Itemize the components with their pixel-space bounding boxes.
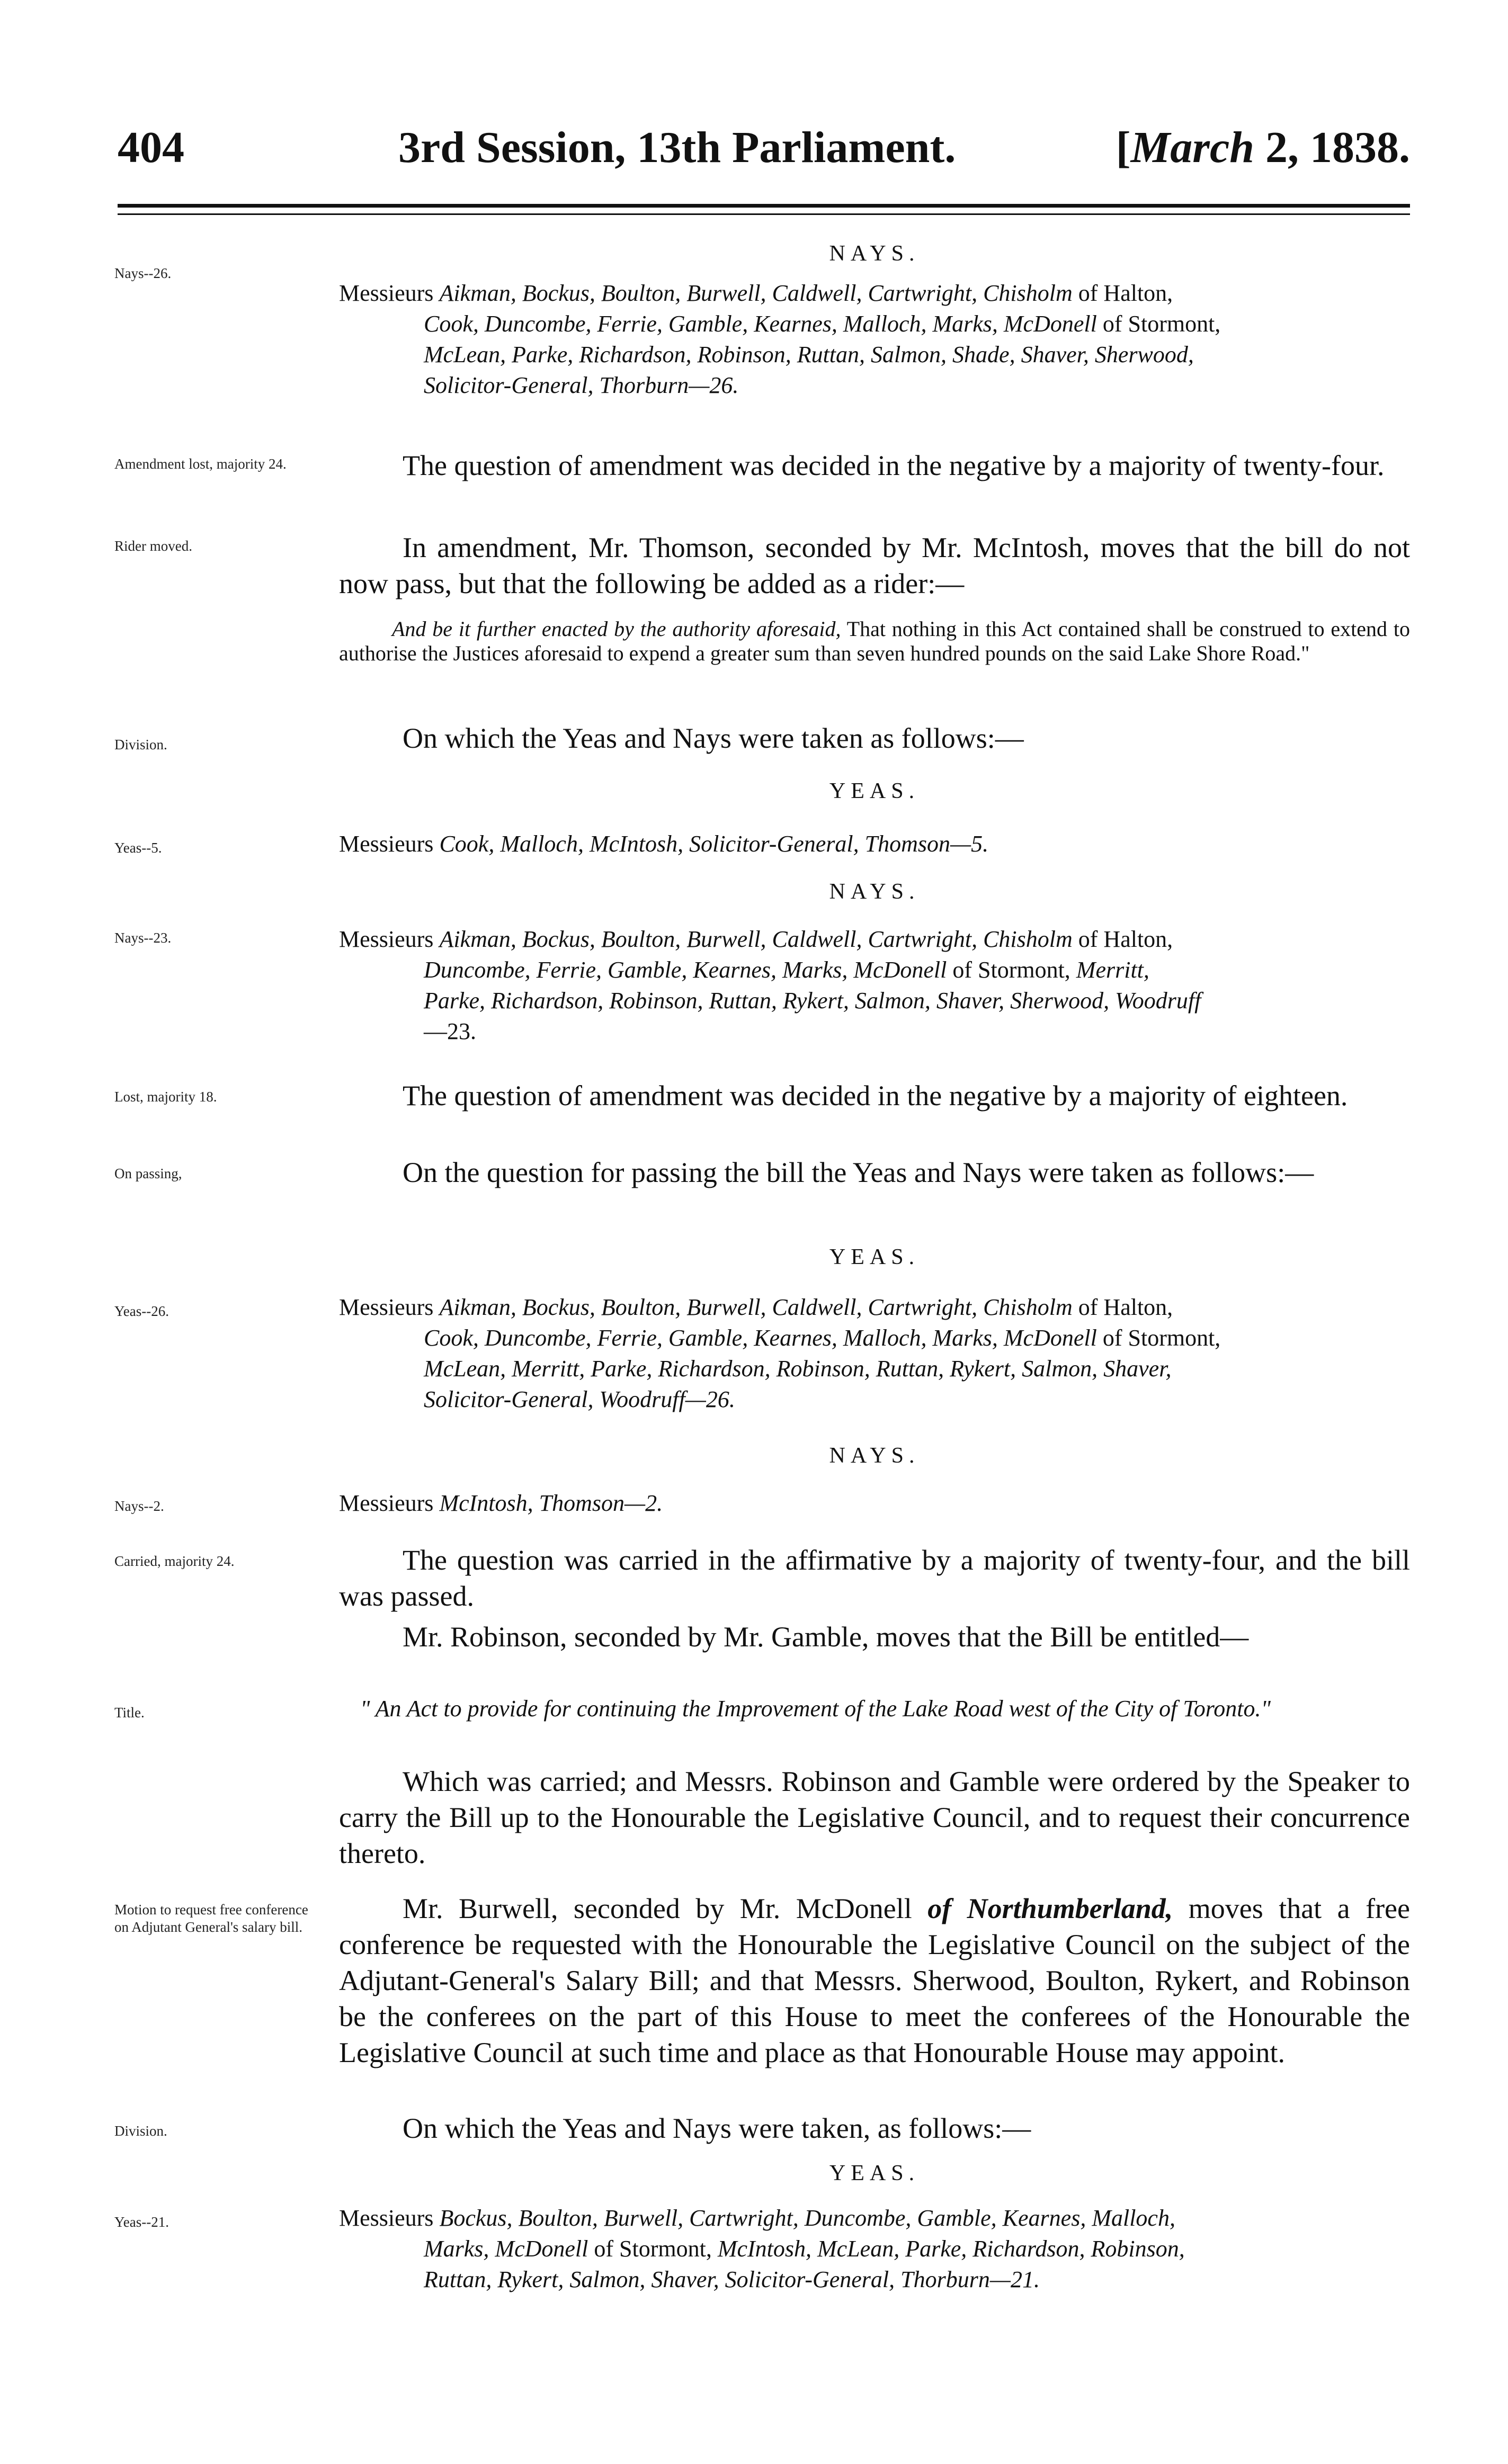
page-header	[118, 122, 1410, 185]
nays-list	[339, 924, 1410, 1047]
paragraph: On the question for passing the bill the Yeas and Nays were taken as follows:—	[403, 1157, 1314, 1188]
member-names: Solicitor-General, Woodruff—26.	[424, 1386, 735, 1412]
rider-text	[339, 617, 1410, 666]
member-names: Aikman, Bockus, Boulton, Burwell, Caldwell, Cartwright, Chisholm	[439, 280, 1073, 306]
messieurs: Messieurs	[339, 926, 440, 952]
margin-note: Motion to request free conference on Adjutant General's salary bill.	[114, 1902, 308, 1935]
paragraph: Mr. Robinson, seconded by Mr. Gamble, moves that the Bill be entitled—	[403, 1621, 1249, 1653]
margin-note: Division.	[114, 2123, 167, 2139]
messieurs: Messieurs	[339, 1294, 440, 1320]
paragraph: On which the Yeas and Nays were taken as follows:—	[403, 722, 1024, 754]
yeas-heading: YEAS.	[829, 1245, 920, 1269]
member-names: Cook, Malloch, McIntosh, Solicitor-General, Thomson—5.	[439, 831, 989, 857]
yeas-list	[339, 829, 1410, 859]
constituency: of Stormont,	[947, 957, 1076, 983]
member-names: McLean, Parke, Richardson, Robinson, Ruttan, Salmon, Shade, Shaver, Sherwood,	[424, 342, 1194, 368]
margin-note: Nays--2.	[114, 1498, 164, 1514]
paragraph	[339, 1890, 1410, 2071]
page-number: 404	[118, 123, 184, 172]
member-names: Cook, Duncombe, Ferrie, Gamble, Kearnes, Malloch, Marks, McDonell	[424, 311, 1097, 337]
member-names: Aikman, Bockus, Boulton, Burwell, Caldwell, Cartwright, Chisholm	[439, 926, 1073, 952]
margin-note: Nays--26.	[114, 265, 172, 281]
nays-heading: NAYS.	[829, 880, 920, 904]
conference-text: moves that a free conference be requested with the Honourable the Legislative Council on the subject of the Adjutant-General's Salary Bill; and that Messrs. Sherwood, Boulton, Rykert, and Robinson be the conferees on the part of this House to meet the conferees of the Honourable the Legislative Council at such time and place as that Honourable House may appoint.	[339, 1893, 1410, 2068]
margin-note: Nays--23.	[114, 930, 172, 946]
nays-list	[339, 1488, 1410, 1519]
margin-note: Yeas--5.	[114, 840, 162, 856]
date-day-year: 2, 1838.	[1254, 123, 1410, 172]
member-names: Solicitor-General, Thorburn—26.	[424, 372, 739, 398]
margin-note: Amendment lost, majority 24.	[114, 456, 287, 472]
constituency: of Stormont,	[1096, 1325, 1221, 1351]
running-date	[1116, 122, 1410, 173]
paragraph: In amendment, Mr. Thomson, seconded by Mr. McIntosh, moves that the bill do not now pass, but that the following be added as a rider:—	[339, 532, 1410, 599]
constituency: of Halton,	[1072, 1294, 1173, 1320]
rider-enacting-clause: And be it further enacted by the authority aforesaid,	[392, 617, 841, 641]
margin-note: Lost, majority 18.	[114, 1089, 217, 1105]
header-rule-thin	[118, 213, 1410, 215]
vote-total: —23.	[424, 1018, 476, 1044]
constituency: of Halton,	[1072, 280, 1173, 306]
margin-note: Carried, majority 24.	[114, 1553, 235, 1569]
member-names: McIntosh, McLean, Parke, Richardson, Robinson,	[717, 2236, 1185, 2262]
running-title: 3rd Session, 13th Parliament.	[398, 123, 956, 172]
paragraph: On which the Yeas and Nays were taken, as follows:—	[403, 2112, 1031, 2144]
margin-note: On passing,	[114, 1166, 182, 1181]
paragraph: The question of amendment was decided in the negative by a majority of twenty-four.	[403, 450, 1385, 481]
paragraph: The question was carried in the affirmative by a majority of twenty-four, and the bill was passed.	[339, 1544, 1410, 1612]
member-names: Duncombe, Ferrie, Gamble, Kearnes, Marks, McDonell	[424, 957, 947, 983]
member-names: Cook, Duncombe, Ferrie, Gamble, Kearnes, Malloch, Marks, McDonell	[424, 1325, 1097, 1351]
header-rule-thick	[118, 204, 1410, 208]
margin-note: Rider moved.	[114, 538, 192, 554]
constituency: of Stormont,	[1096, 311, 1221, 337]
messieurs: Messieurs	[339, 1490, 440, 1516]
date-bracket: [	[1116, 123, 1131, 172]
margin-note: Division.	[114, 737, 167, 752]
margin-note: Yeas--21.	[114, 2214, 169, 2230]
yeas-heading: YEAS.	[829, 779, 920, 803]
messieurs: Messieurs	[339, 831, 440, 857]
margin-note: Title.	[114, 1705, 145, 1721]
constituency: of Northumberland,	[927, 1893, 1173, 1924]
member-names: McIntosh, Thomson—2.	[439, 1490, 663, 1516]
member-names: Aikman, Bockus, Boulton, Burwell, Caldwell, Cartwright, Chisholm	[439, 1294, 1073, 1320]
messieurs: Messieurs	[339, 280, 440, 306]
nays-heading: NAYS.	[829, 1444, 920, 1468]
constituency: of Stormont,	[588, 2236, 718, 2262]
member-names: Bockus, Boulton, Burwell, Cartwright, Duncombe, Gamble, Kearnes, Malloch,	[439, 2205, 1175, 2231]
date-month: March	[1130, 123, 1254, 172]
paragraph: Which was carried; and Messrs. Robinson and Gamble were ordered by the Speaker to carry the Bill up to the Honourable the Legislative Council, and to request their concurrence thereto.	[339, 1766, 1410, 1869]
yeas-list	[339, 2203, 1410, 2295]
rider-clause-body: That nothing in this Act contained shall be construed to extend to authorise the Justices aforesaid to expend a greater sum than seven hundred pounds on the said Lake Shore Road."	[339, 617, 1411, 665]
member-names: McLean, Merritt, Parke, Richardson, Robinson, Ruttan, Rykert, Salmon, Shaver,	[424, 1356, 1172, 1382]
messieurs: Messieurs	[339, 2205, 440, 2231]
yeas-list	[339, 1292, 1410, 1415]
bill-title-quote: " An Act to provide for continuing the Improvement of the Lake Road west of the City of Toronto."	[360, 1696, 1271, 1722]
conference-text: Mr. Burwell, seconded by Mr. McDonell	[403, 1893, 928, 1924]
member-names: Parke, Richardson, Robinson, Ruttan, Rykert, Salmon, Shaver, Sherwood, Woodruff	[424, 988, 1201, 1014]
yeas-heading: YEAS.	[829, 2161, 920, 2185]
nays-list	[339, 278, 1410, 401]
margin-note: Yeas--26.	[114, 1303, 169, 1319]
member-names: Merritt,	[1076, 957, 1149, 983]
nays-heading: NAYS.	[829, 241, 920, 266]
member-names: Marks, McDonell	[424, 2236, 588, 2262]
constituency: of Halton,	[1072, 926, 1173, 952]
member-names: Ruttan, Rykert, Salmon, Shaver, Solicitor-General, Thorburn—21.	[424, 2266, 1040, 2292]
paragraph: The question of amendment was decided in the negative by a majority of eighteen.	[403, 1080, 1348, 1112]
